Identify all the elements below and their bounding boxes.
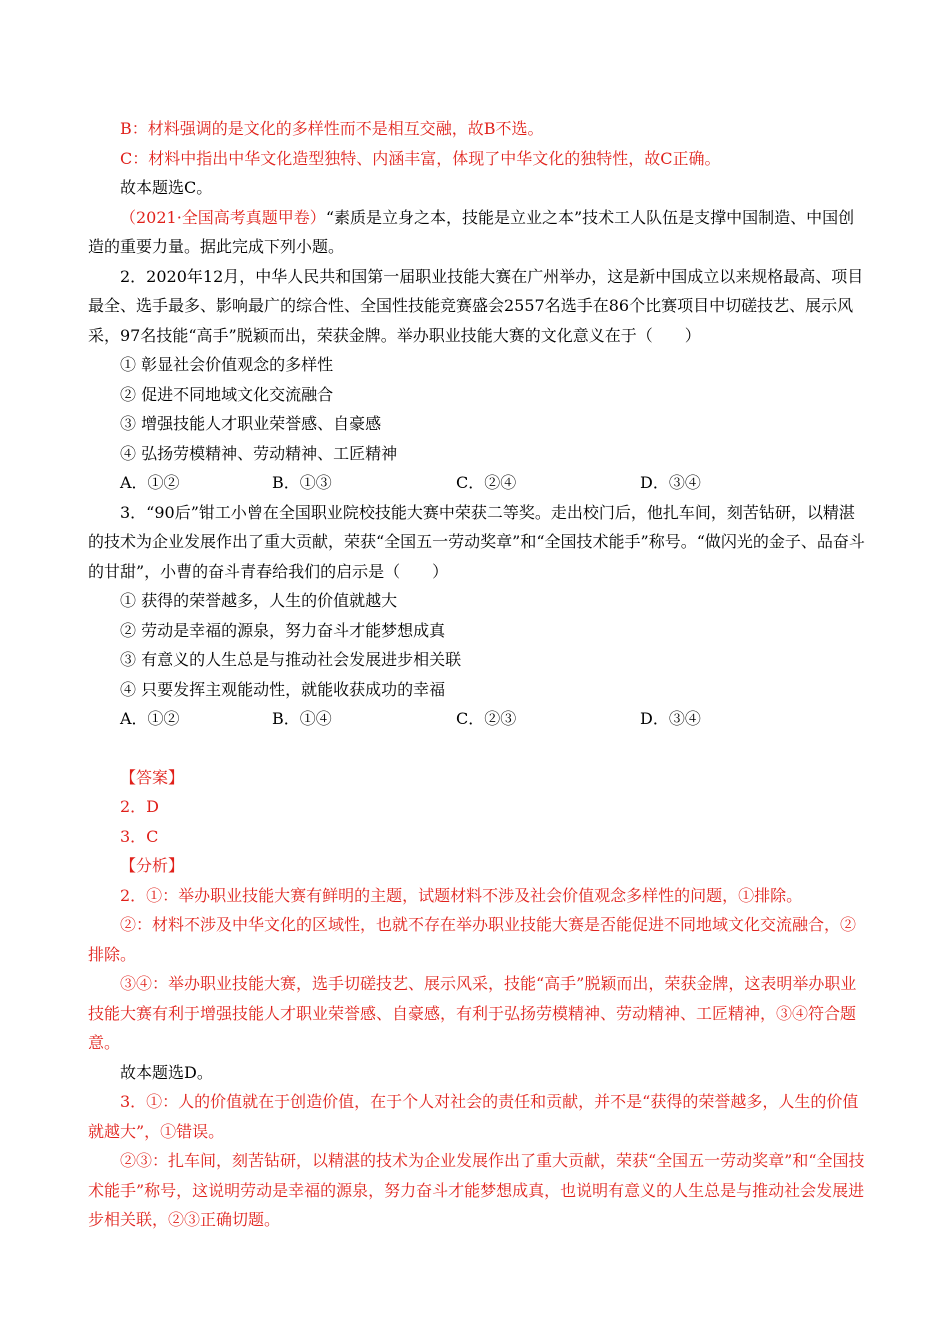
analysis-paragraph: ②③：扎车间，刻苦钻研，以精湛的技术为企业发展作出了重大贡献，荣获“全国五一劳动奖章”和“全国技术能手”称号，这说明劳动是幸福的源泉，努力奋斗才能梦想成真，也说明有意义的人生总是与推动社会发展进步相关联，②③正确切题。 (88, 1151, 865, 1229)
analysis-paragraph: ③④：举办职业技能大赛，选手切磋技艺、展示风采，技能“高手”脱颖而出，荣获金牌，这表明举办职业技能大赛有利于增强技能人才职业荣誉感、自豪感，有利于弘扬劳模精神、劳动精神、工匠精神，③④符合题意。 (88, 974, 857, 1052)
source-tag: （2021·全国高考真题甲卷） (120, 207, 326, 227)
analysis-heading: 【分析】 (120, 856, 185, 875)
q3-item: ③ 有意义的人生总是与推动社会发展进步相关联 (120, 650, 462, 669)
q2-option-b: B．①③ (272, 473, 332, 492)
analysis-paragraph: 2．①：举办职业技能大赛有鲜明的主题，试题材料不涉及社会价值观念多样性的问题，①排除。 (120, 885, 803, 905)
prev-analysis-b: B：材料强调的是文化的多样性而不是相互交融，故B不选。 (120, 119, 544, 138)
answer-line: 2．D (120, 797, 160, 816)
intro-paragraph (88, 203, 868, 262)
q3-item: ② 劳动是幸福的源泉，努力奋斗才能梦想成真 (120, 620, 446, 640)
q2-stem: 2．2020年12月，中华人民共和国第一届职业技能大赛在广州举办，这是新中国成立以来规格最高、项目最全、选手最多、影响最广的综合性、全国性技能竞赛盛会2557名选手在86个比赛项目中切磋技艺、展示风采，97名技能“高手”脱颖而出，荣获金牌。举办职业技能大赛的文化意义在于（ ） (88, 266, 864, 345)
q3-item: ① 获得的荣誉越多，人生的价值就越大 (120, 591, 398, 610)
document-content (88, 114, 868, 1235)
q3-stem: 3．“90后”钳工小曾在全国职业院校技能大赛中荣获二等奖。走出校门后，他扎车间，刻苦钻研，以精湛的技术为企业发展作出了重大贡献，荣获“全国五一劳动奖章”和“全国技术能手”称号。“做闪光的金子、品奋斗的甘甜”，小曹的奋斗青春给我们的启示是（ ） (88, 502, 865, 581)
q3-option-d: D．③④ (640, 709, 701, 728)
q2-options (120, 468, 868, 498)
q2-option-a: A．①② (120, 473, 180, 492)
q3-option-a: A．①② (120, 709, 180, 728)
q2-option-d: D．③④ (640, 473, 701, 492)
q2-option-c: C．②④ (456, 473, 517, 492)
q3-option-c: C．②③ (456, 709, 517, 728)
q2-item: ① 彰显社会价值观念的多样性 (120, 355, 334, 374)
analysis-choose: 故本题选D。 (120, 1062, 213, 1082)
prev-choose: 故本题选C。 (120, 178, 213, 197)
intro-text: “素质是立身之本，技能是立业之本”技术工人队伍是支撑中国制造、中国创造的重要力量。据此完成下列小题。 (88, 207, 855, 256)
q2-item: ③ 增强技能人才职业荣誉感、自豪感 (120, 414, 382, 433)
q2-item: ④ 弘扬劳模精神、劳动精神、工匠精神 (120, 443, 398, 463)
prev-analysis-c: C：材料中指出中华文化造型独特、内涵丰富，体现了中华文化的独特性，故C正确。 (120, 148, 721, 168)
answer-heading: 【答案】 (120, 767, 185, 787)
q3-option-b: B．①④ (272, 709, 332, 728)
q2-item: ② 促进不同地域文化交流融合 (120, 384, 334, 404)
answer-line: 3．C (120, 826, 159, 846)
q3-options (120, 704, 868, 734)
q3-item: ④ 只要发挥主观能动性，就能收获成功的幸福 (120, 679, 446, 699)
analysis-paragraph: ②：材料不涉及中华文化的区域性，也就不存在举办职业技能大赛是否能促进不同地域文化交流融合，②排除。 (88, 915, 857, 964)
analysis-paragraph: 3．①：人的价值就在于创造价值，在于个人对社会的责任和贡献，并不是“获得的荣誉越多，人生的价值就越大”，①错误。 (88, 1092, 859, 1141)
